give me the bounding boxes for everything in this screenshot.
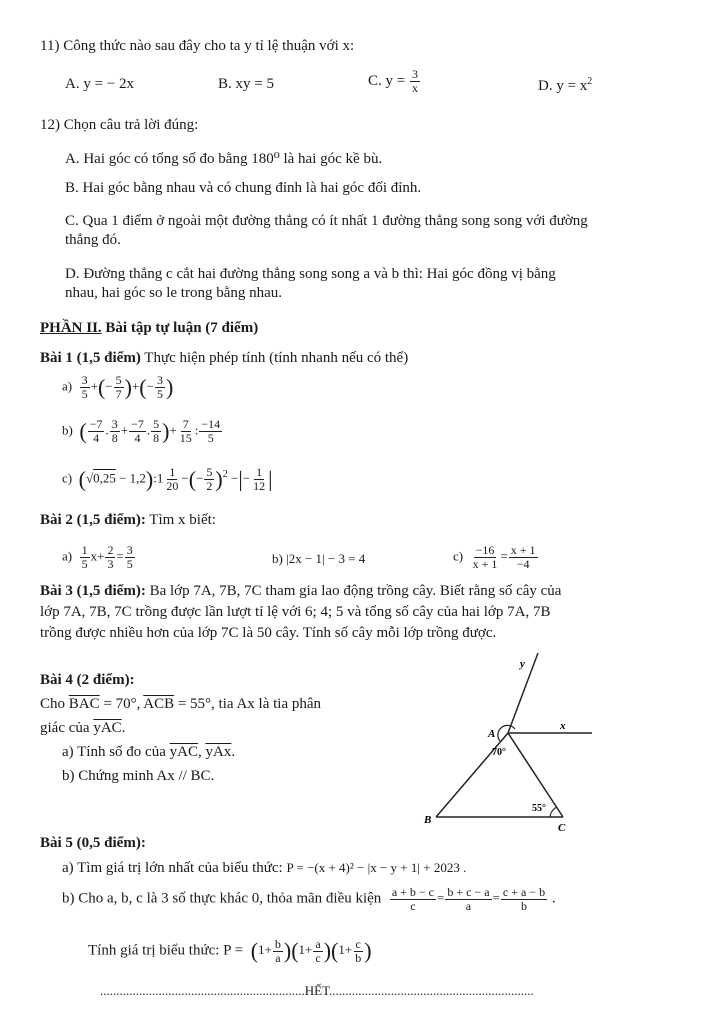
end-marker: ...............................................................HẾT............................................................... bbox=[100, 983, 534, 998]
bai5-heading: Bài 5 (0,5 điểm): bbox=[40, 835, 146, 851]
q12-option-c-line1: C. Qua 1 điểm ở ngoài một đường thẳng có ít nhất 1 đường thẳng song song với đường bbox=[65, 213, 588, 229]
bai2-a: a) $\frac{1}{5}$ x+ $\frac{2}{3}$ = $\frac{3}{5}$ bbox=[62, 543, 133, 571]
q12-option-d-line1: D. Đường thẳng c cắt hai đường thẳng song song a và b thì: Hai góc đồng vị bằng bbox=[65, 266, 556, 282]
bai4-line1: Cho $\overline{BAC} = 70^\circ$, $\overline{ACB} = 55^\circ$, tia Ax là tia phân bbox=[40, 696, 322, 712]
part2-heading: PHẦN II. Bài tập tự luận (7 điểm) bbox=[40, 320, 259, 336]
bai1-b: b) ( $\frac{-7}{4}$ . $\frac{3}{8}$ + $\frac{-7}{4}$ . $\frac{5}{8}$ )+ $\frac{7}{15}$ : $\frac{-14}{5}$ bbox=[62, 417, 221, 445]
bai1-c: c) (√0,25 − 1,2):1 $\frac{1}{20}$ −(− $\frac{5}{2}$ )$^2$ −|− $\frac{1}{12}$ | bbox=[62, 465, 273, 493]
bai1-heading: Bài 1 (1,5 điểm) Thực hiện phép tính (tính nhanh nếu có thể) bbox=[40, 350, 409, 366]
q12-option-d-line2: nhau, hai góc so le trong bằng nhau. bbox=[65, 285, 283, 301]
bai3-line3: trồng được nhiều hơn của lớp 7C là 50 cây. Tính số cây mỗi lớp trồng được. bbox=[40, 625, 497, 641]
bai2-heading: Bài 2 (1,5 điểm): Tìm x biết: bbox=[40, 512, 216, 528]
q12-option-c-line2: thẳng đó. bbox=[65, 232, 121, 248]
q12-option-b: B. Hai góc bằng nhau và có chung đỉnh là hai góc đối đỉnh. bbox=[65, 180, 422, 196]
angle-mark-c bbox=[550, 807, 557, 817]
bai4-heading: Bài 4 (2 điểm): bbox=[40, 672, 135, 688]
q11-stem: 11) Công thức nào sau đây cho ta y tỉ lệ thuận với x: bbox=[40, 38, 355, 54]
angle-label-a: 70° bbox=[492, 747, 506, 758]
q12-option-a: A. Hai góc có tổng số đo bằng 180⁰ là hai góc kề bù. bbox=[65, 151, 383, 167]
bai1-a: a) $\frac{3}{5}$ +(− $\frac{5}{7}$ )+(− $\frac{3}{5}$ ) bbox=[62, 373, 174, 401]
triangle-figure bbox=[420, 645, 600, 840]
angle-label-c: 55° bbox=[532, 803, 546, 814]
bai3-line2: lớp 7A, 7B, 7C trồng được lần lượt tỉ lệ với 6; 4; 5 và tổng số cây của hai lớp 7A, 7B bbox=[40, 604, 551, 620]
q12-stem: 12) Chọn câu trả lời đúng: bbox=[40, 117, 199, 133]
q11-option-c: C. y = $\frac{3}{x}$ bbox=[368, 67, 418, 95]
bai4-a: a) Tính số đo của $\overline{yAC}$, $\overline{yAx}$. bbox=[62, 744, 236, 760]
label-x: x bbox=[560, 720, 566, 732]
bai5-b: b) Cho a, b, c là 3 số thực khác 0, thỏa mãn điều kiện $\frac{a + b - c}{c}$ = $\frac{b + c - a}{a}$ = $\frac{c + a - b}{b}$ . bbox=[62, 885, 556, 913]
bai3-line1: Bài 3 (1,5 điểm): Ba lớp 7A, 7B, 7C tham gia lao động trồng cây. Biết rằng số cây của bbox=[40, 583, 562, 599]
bai5-a: a) Tìm giá trị lớn nhất của biểu thức: P = −(x + 4)² − |x − y + 1| + 2023 . bbox=[62, 860, 467, 876]
bai4-line2: giác của $\overline{yAC}$. bbox=[40, 720, 126, 736]
label-a: A bbox=[488, 728, 496, 740]
label-y: y bbox=[520, 658, 525, 670]
q11-option-d: D. $y = x^2$ bbox=[538, 76, 593, 94]
bai2-b: b) |2x − 1| − 3 = 4 bbox=[272, 551, 366, 566]
q11-option-a: A. y = − 2x bbox=[65, 76, 135, 92]
label-b: B bbox=[424, 814, 432, 826]
segment-ab bbox=[436, 733, 508, 817]
label-c: C bbox=[558, 822, 566, 834]
bai2-c: c) $\frac{-16}{x + 1}$ = $\frac{x + 1}{-4}$ bbox=[453, 543, 536, 571]
bai5-c: Tính giá trị biểu thức: P = (1+ $\frac{b}{a}$ )(1+ $\frac{a}{c}$ )(1+ $\frac{c}{b}$ ) bbox=[88, 937, 372, 965]
bai4-b: b) Chứng minh Ax // BC. bbox=[62, 768, 215, 784]
q11-option-b: B. xy = 5 bbox=[218, 76, 274, 92]
